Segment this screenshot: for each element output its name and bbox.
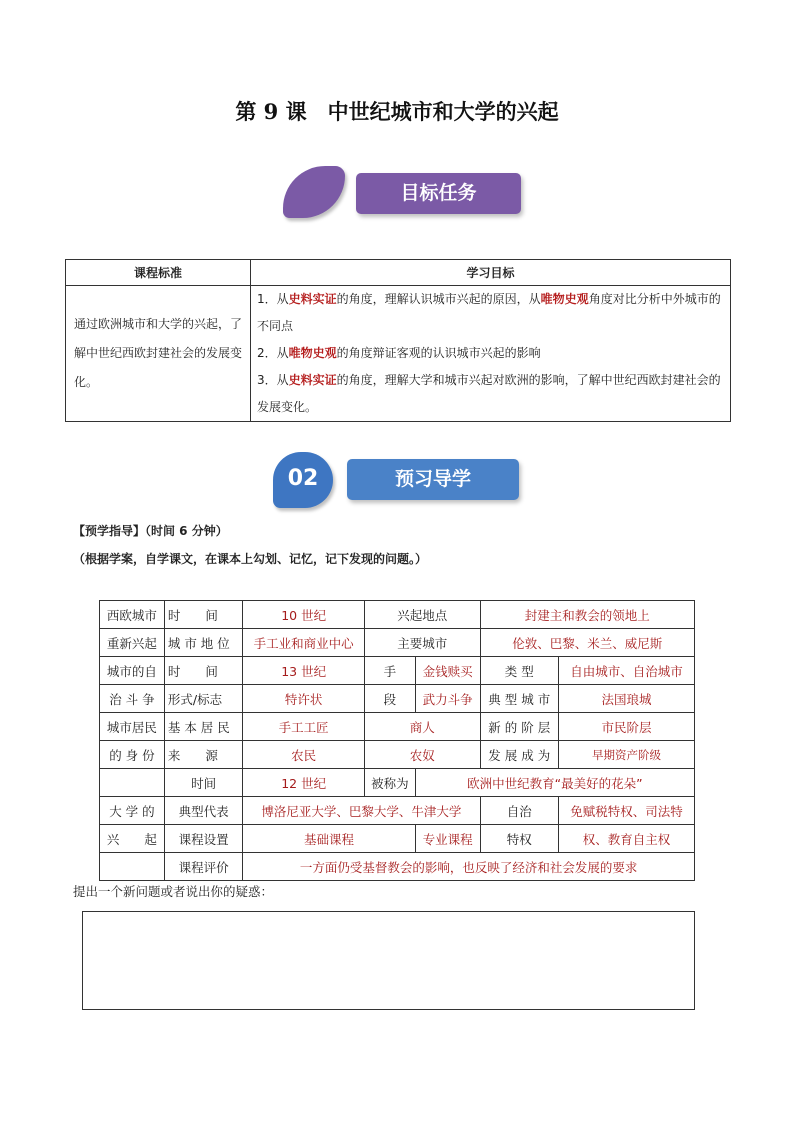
table-cell: 时 间 bbox=[164, 601, 242, 629]
table-cell: 特许状 bbox=[243, 685, 365, 713]
table-cell: 来 源 bbox=[164, 741, 242, 769]
page-title: 第 9 课 中世纪城市和大学的兴起 bbox=[235, 99, 559, 124]
header-standard: 课程标准 bbox=[66, 260, 251, 286]
standard-text: 通过欧洲城市和大学的兴起，了解中世纪西欧封建社会的发展变化。 bbox=[66, 286, 251, 422]
table-cell: 主要城市 bbox=[365, 629, 481, 657]
highlight-term: 史料实证 bbox=[288, 373, 337, 387]
banner-label: 预习导学 bbox=[347, 459, 519, 500]
section-number-badge: 02 bbox=[273, 452, 333, 508]
goal-text: 角度对比分析中外城市的不同点 bbox=[257, 292, 721, 333]
table-cell: 特权 bbox=[480, 825, 558, 853]
table-cell: 手 bbox=[365, 657, 416, 685]
section-banner-preview bbox=[273, 452, 523, 508]
table-cell bbox=[100, 853, 165, 881]
leaf-shape-icon bbox=[283, 166, 345, 218]
table-cell: 一方面仍受基督教会的影响，也反映了经济和社会发展的要求 bbox=[243, 853, 695, 881]
table-cell: 时 间 bbox=[164, 657, 242, 685]
answer-box[interactable] bbox=[82, 911, 695, 1010]
table-cell: 农民 bbox=[243, 741, 365, 769]
table-cell: 形式/标志 bbox=[164, 685, 242, 713]
table-cell: 典 型 城 市 bbox=[480, 685, 558, 713]
table-cell: 免赋税特权、司法特 bbox=[558, 797, 694, 825]
section-banner-goals bbox=[283, 164, 523, 220]
table-cell: 博洛尼亚大学、巴黎大学、牛津大学 bbox=[243, 797, 480, 825]
table-cell: 法国琅城 bbox=[558, 685, 694, 713]
table-cell: 课程评价 bbox=[164, 853, 242, 881]
table-cell: 基 本 居 民 bbox=[164, 713, 242, 741]
table-cell: 自治 bbox=[480, 797, 558, 825]
table-row bbox=[100, 741, 695, 769]
table-row bbox=[100, 769, 695, 797]
objectives-table bbox=[65, 259, 731, 422]
table-cell: 欧洲中世纪教育“最美好的花朵” bbox=[415, 769, 694, 797]
table-cell: 专业课程 bbox=[415, 825, 480, 853]
table-cell: 时间 bbox=[164, 769, 242, 797]
table-cell: 兴起地点 bbox=[365, 601, 481, 629]
question-prompt: 提出一个新问题或者说出你的疑惑： bbox=[73, 884, 274, 899]
table-cell: 的 身 份 bbox=[100, 741, 165, 769]
goal-text: 3．从 bbox=[257, 373, 289, 387]
table-row bbox=[100, 629, 695, 657]
goal-text: 的角度，理解认识城市兴起的原因，从 bbox=[336, 292, 541, 306]
table-cell: 被称为 bbox=[365, 769, 416, 797]
table-cell: 发 展 成 为 bbox=[480, 741, 558, 769]
table-row bbox=[100, 657, 695, 685]
table-cell: 市民阶层 bbox=[558, 713, 694, 741]
table-cell: 治 斗 争 bbox=[100, 685, 165, 713]
table-cell: 金钱赎买 bbox=[415, 657, 480, 685]
table-cell: 重新兴起 bbox=[100, 629, 165, 657]
highlight-term: 唯物史观 bbox=[540, 292, 589, 306]
table-cell: 武力斗争 bbox=[415, 685, 480, 713]
table-row bbox=[100, 825, 695, 853]
table-cell: 城 市 地 位 bbox=[164, 629, 242, 657]
table-cell: 权、教育自主权 bbox=[558, 825, 694, 853]
goal-list bbox=[251, 286, 731, 422]
table-row bbox=[100, 797, 695, 825]
table-cell: 早期资产阶级 bbox=[558, 741, 694, 769]
table-cell: 类 型 bbox=[480, 657, 558, 685]
table-cell: 段 bbox=[365, 685, 416, 713]
table-row bbox=[100, 601, 695, 629]
table-cell: 自由城市、自治城市 bbox=[558, 657, 694, 685]
table-cell: 10 世纪 bbox=[243, 601, 365, 629]
table-cell: 12 世纪 bbox=[243, 769, 365, 797]
goal-text: 2．从 bbox=[257, 346, 289, 360]
table-cell: 兴 起 bbox=[100, 825, 165, 853]
goal-item bbox=[257, 286, 724, 340]
goal-text: 的角度，理解大学和城市兴起对欧洲的影响，了解中世纪西欧封建社会的发展变化。 bbox=[257, 373, 721, 414]
highlight-term: 唯物史观 bbox=[288, 346, 337, 360]
table-row bbox=[100, 685, 695, 713]
table-cell: 大 学 的 bbox=[100, 797, 165, 825]
table-cell: 手工工匠 bbox=[243, 713, 365, 741]
banner-label: 目标任务 bbox=[356, 173, 521, 214]
table-cell: 伦敦、巴黎、米兰、威尼斯 bbox=[480, 629, 694, 657]
table-cell: 基础课程 bbox=[243, 825, 415, 853]
goal-item bbox=[257, 340, 724, 367]
header-goal: 学习目标 bbox=[251, 260, 731, 286]
table-cell: 新 的 阶 层 bbox=[480, 713, 558, 741]
table-cell: 城市居民 bbox=[100, 713, 165, 741]
guide-note: （根据学案，自学课文，在课本上勾划、记忆，记下发现的问题。） bbox=[73, 552, 428, 566]
table-cell: 封建主和教会的领地上 bbox=[480, 601, 694, 629]
goal-text: 1．从 bbox=[257, 292, 289, 306]
table-cell: 典型代表 bbox=[164, 797, 242, 825]
table-cell: 西欧城市 bbox=[100, 601, 165, 629]
table-row bbox=[100, 713, 695, 741]
table-cell: 商人 bbox=[365, 713, 481, 741]
table-cell: 城市的自 bbox=[100, 657, 165, 685]
goal-item bbox=[257, 367, 724, 421]
table-cell: 农奴 bbox=[365, 741, 481, 769]
guide-title: 【预学指导】（时间 6 分钟） bbox=[73, 524, 228, 538]
table-cell: 13 世纪 bbox=[243, 657, 365, 685]
highlight-term: 史料实证 bbox=[288, 292, 337, 306]
preview-table bbox=[99, 600, 695, 881]
table-cell: 手工业和商业中心 bbox=[243, 629, 365, 657]
goal-text: 的角度辩证客观的认识城市兴起的影响 bbox=[336, 346, 541, 360]
table-row bbox=[100, 853, 695, 881]
table-cell: 课程设置 bbox=[164, 825, 242, 853]
table-cell bbox=[100, 769, 165, 797]
